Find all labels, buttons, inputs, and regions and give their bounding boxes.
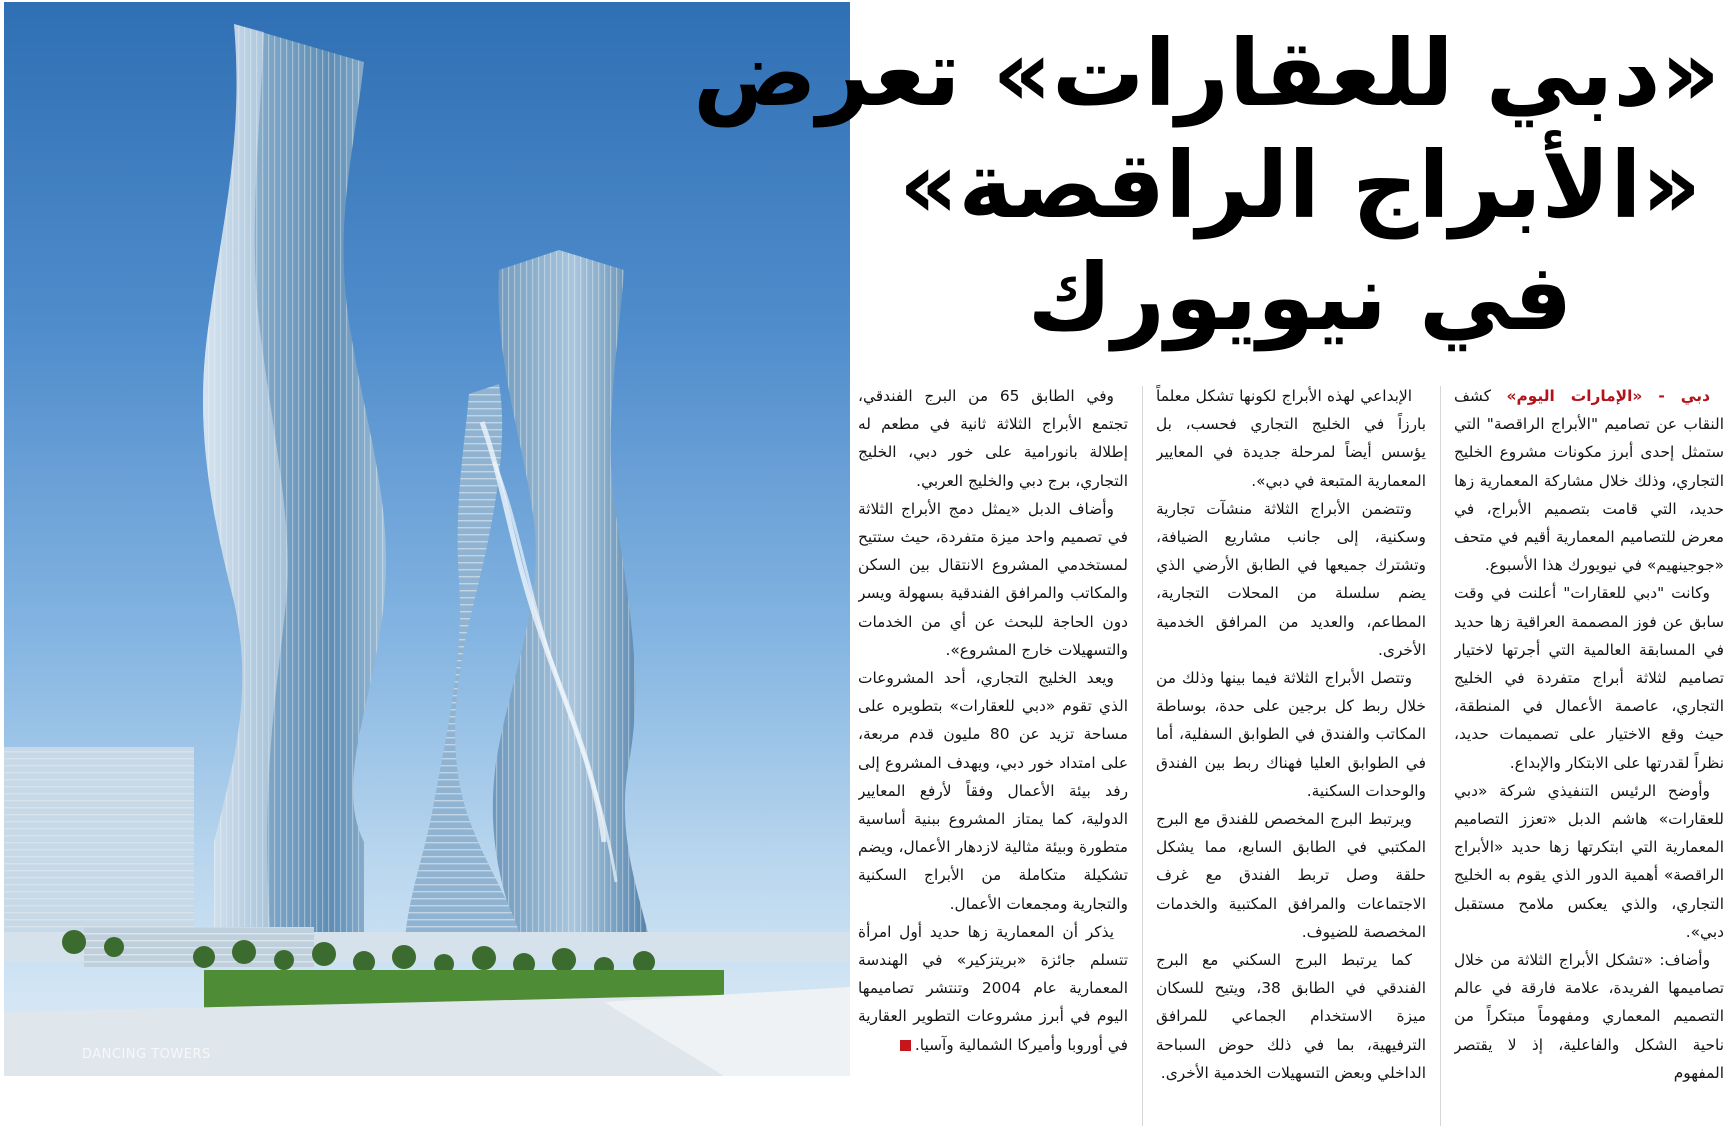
article-body [858, 382, 1730, 1130]
dateline: دبي - «الإمارات اليوم» [1506, 387, 1710, 405]
end-of-article-marker [900, 1040, 911, 1051]
paragraph: كما يرتبط البرج السكني مع البرج الفندقي في الطابق 38، ويتيح للسكان ميزة الاستخدام الجماعي للمرافق الترفيهية، بما في ذلك حوض السباحة الداخلي وبعض التسهيلات الخدمية الأخرى. [1156, 951, 1426, 1082]
dancing-towers-illustration [4, 2, 850, 1076]
paragraph: وتتصل الأبراج الثلاثة فيما بينها وذلك من خلال ربط كل برجين على حدة، بوساطة المكاتب والفندق في الطوابق السفلية، أما في الطوابق العليا فهناك ربط بين الفندق والوحدات السكنية. [1156, 669, 1426, 800]
paragraph: ويعد الخليج التجاري، أحد المشروعات الذي تقوم «دبي للعقارات» بتطويره على مساحة تزيد عن 80 مليون قدم مربعة، على امتداد خور دبي، ويهدف المشروع إلى رفد بيئة الأعمال وفقاً لأرفع المعايير الدولية، كما يمتاز المشروع ببنية أساسية متطورة وبيئة مثالية لازدهار الأعمال، ويضم تشكيلة متكاملة من الأبراج السكنية والتجارية ومجمعات الأعمال. [858, 669, 1128, 913]
headline-line-1: «دبي للعقارات» تعرض [693, 20, 1720, 127]
headline [693, 18, 1720, 368]
headline-line-3: في نيويورك [1027, 244, 1573, 351]
tall-tower [203, 24, 386, 962]
paragraph: يذكر أن المعمارية زها حديد أول امرأة تتسلم جائزة «بريتزكير» في الهندسة المعمارية عام 2004 وتنتشر تصاميمها اليوم في أبرز مشروعات التطوير العقارية في أوروبا وأميركا الشمالية وآسيا. [858, 922, 1128, 1054]
twisting-tower [493, 250, 654, 962]
article-column-2 [1156, 382, 1426, 1130]
article-column-1 [1454, 382, 1724, 1130]
article-column-3 [858, 382, 1128, 1130]
column-divider [1142, 386, 1143, 1126]
paragraph: وأوضح الرئيس التنفيذي شركة «دبي للعقارات» هاشم الدبل «تعزز التصاميم المعمارية التي ابتكرتها زها حديد «الأبراج الراقصة» أهمية الدور الذي يقوم به الخليج التجاري، والذي يعكس ملامح مستقبل دبي». [1454, 781, 1724, 941]
photo-caption: DANCING TOWERS [82, 1047, 211, 1062]
tower-photo [4, 2, 850, 1076]
paragraph: وتتضمن الأبراج الثلاثة منشآت تجارية وسكنية، إلى جانب مشاريع الضيافة، وتشترك جميعها في الطابق الأرضي الذي يضم سلسلة من المحلات التجارية، المطاعم، والعديد من المرافق الخدمية الأخرى. [1156, 499, 1426, 659]
paragraph: وأضاف الدبل «يمثل دمج الأبراج الثلاثة في تصميم واحد ميزة متفردة، حيث ستتيح لمستخدمي المشروع الانتقال بين السكن والمكاتب والمرافق الفندقية بسهولة ويسر دون الحاجة للبحث عن أي من الخدمات والتسهيلات خارج المشروع». [858, 499, 1128, 659]
paragraph: وفي الطابق 65 من البرج الفندقي، تجتمع الأبراج الثلاثة ثانية في مطعم له إطلالة بانورامية على خور دبي، الخليج التجاري، برج دبي والخليج العربي. [858, 387, 1128, 490]
column-divider [1440, 386, 1441, 1126]
headline-line-2: «الأبراج الراقصة» [898, 132, 1702, 239]
paragraph: ويرتبط البرج المخصص للفندق مع البرج المكتبي في الطابق السابع، مما يشكل حلقة وصل تربط الفندق مع غرف الاجتماعات والمرافق المكتبية والخدمات المخصصة للضيوف. [1156, 810, 1426, 941]
paragraph: وكانت "دبي للعقارات" أعلنت في وقت سابق عن فوز المصممة العراقية زها حديد في المسابقة العالمية التي أجرتها لاختيار تصاميم لثلاثة أبراج متفردة في الخليج التجاري، عاصمة الأعمال في المنطقة، حيث وقع الاختيار على تصميمات حديد، نظراً لقدرتها على الابتكار والإبداع. [1454, 584, 1724, 772]
paragraph: دبي - «الإمارات اليوم» كشف النقاب عن تصاميم "الأبراج الراقصة" التي ستمثل إحدى أبرز مكونات مشروع الخليج التجاري، وذلك خلال مشاركة المعمارية زها حديد، التي قامت بتصميم الأبراج، في معرض للتصاميم المعمارية أقيم في متحف «جوجينهيم» في نيويورك هذا الأسبوع. [1454, 387, 1724, 575]
paragraph: وأضاف: «تشكل الأبراج الثلاثة من خلال تصاميمها الفريدة، علامة فارقة في عالم التصميم المعماري ومفهوماً مبتكراً من ناحية الشكل والفاعلية، إذ لا يقتصر المفهوم [1454, 951, 1724, 1082]
paragraph: الإبداعي لهذه الأبراج لكونها تشكل معلماً بارزاً في الخليج التجاري فحسب، بل يؤسس أيضاً لمرحلة جديدة في المعايير المعمارية المتبعة في دبي». [1156, 387, 1426, 490]
